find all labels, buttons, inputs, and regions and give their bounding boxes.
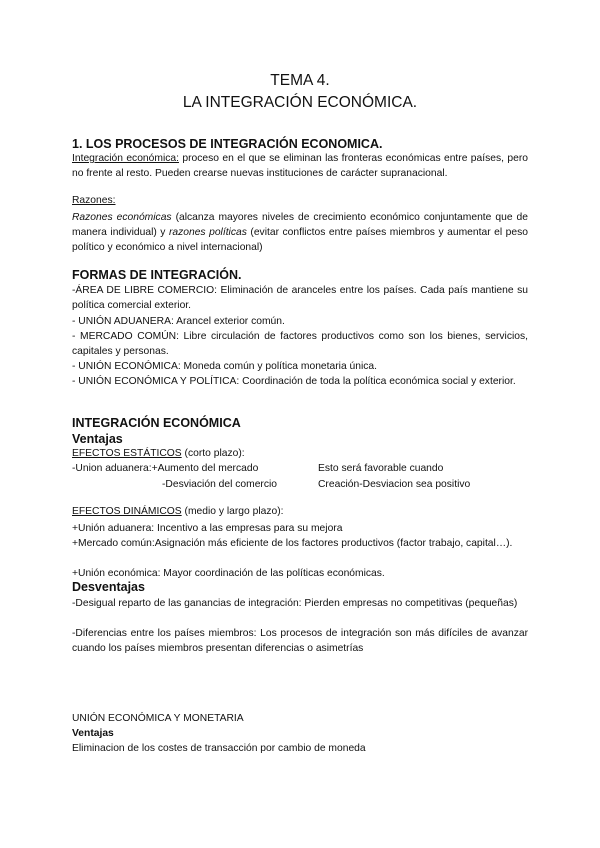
integracion-heading: INTEGRACIÓN ECONÓMICA [72,416,241,430]
formas-item: - UNIÓN ECONÓMICA: Moneda común y política monetaria única. [72,361,378,372]
razones-label: Razones: [72,195,116,206]
efectos-estaticos-label [72,448,245,459]
razones-paragraph [72,210,528,256]
definition-term: Integración económica: [72,153,179,164]
dinamicos-item: +Unión aduanera: Incentivo a las empresas para su mejora [72,523,343,534]
razones-politicas-text: (evitar conflictos entre países miembros y aumentar el peso político y económico a nivel internacional) [72,227,528,254]
efectos-dinamicos-suffix: (medio y largo plazo): [181,506,284,517]
efectos-estaticos-suffix: (corto plazo): [181,448,245,459]
desventajas-item: -Diferencias entre los países miembros: Los procesos de integración son más difíciles de avanzar cuando los países miembros presentan diferencias o asimetrías [72,628,528,655]
uem-heading: UNIÓN ECONÓMICA Y MONETARIA [72,713,244,724]
dinamicos-item: +Mercado común:Asignación más eficiente de los factores productivos (factor trabajo, capital…). [72,538,513,549]
formas-item: - UNIÓN ECONÓMICA Y POLÍTICA: Coordinación de toda la política económica social y exterior. [72,376,516,387]
definition-text: proceso en el que se eliminan las fronteras económicas entre países, pero no frente al resto. Pueden crearse nuevas instituciones de carácter supranacional. [72,153,528,180]
estaticos-row-1-right: Esto será favorable cuando [318,463,444,474]
desventajas-item: -Desigual reparto de las ganancias de integración: Pierden empresas no competitivas (pequeñas) [72,598,518,609]
razones-politicas-term: razones políticas [168,227,247,239]
efectos-estaticos-title: EFECTOS ESTÁTICOS [72,448,182,459]
estaticos-row-1-left: -Union aduanera:+Aumento del mercado [72,463,259,474]
formas-item: -ÁREA DE LIBRE COMERCIO: Eliminación de aranceles entre los países. Cada país mantiene su política comercial exterior. [72,285,528,312]
definition-paragraph [72,151,528,181]
estaticos-row-2-right: Creación-Desviacion sea positivo [318,479,471,490]
title-line-2: LA INTEGRACIÓN ECONÓMICA. [182,94,418,111]
title-line-1: TEMA 4. [270,72,330,89]
desventajas-heading: Desventajas [72,580,145,594]
section-1-heading: 1. LOS PROCESOS DE INTEGRACIÓN ECONOMICA. [72,137,383,151]
estaticos-row-2-left: -Desviación del comercio [162,479,278,490]
uem-item: Eliminacion de los costes de transacción por cambio de moneda [72,743,366,754]
ventajas-heading: Ventajas [72,432,123,446]
efectos-dinamicos-title: EFECTOS DINÁMICOS [72,506,182,517]
efectos-dinamicos-label [72,506,284,517]
formas-item: - MERCADO COMÚN: Libre circulación de factores productivos como son los bienes, servicios, capitales y personas. [72,331,528,358]
uem-ventajas-heading: Ventajas [72,728,114,739]
razones-economicas-text: (alcanza mayores niveles de crecimiento económico conjuntamente que de manera individual) y [72,212,528,239]
dinamicos-item: +Unión económica: Mayor coordinación de las políticas económicas. [72,568,385,579]
formas-item: - UNIÓN ADUANERA: Arancel exterior común. [72,316,285,327]
razones-economicas-term: Razones económicas [72,212,172,223]
formas-heading: FORMAS DE INTEGRACIÓN. [72,268,242,282]
